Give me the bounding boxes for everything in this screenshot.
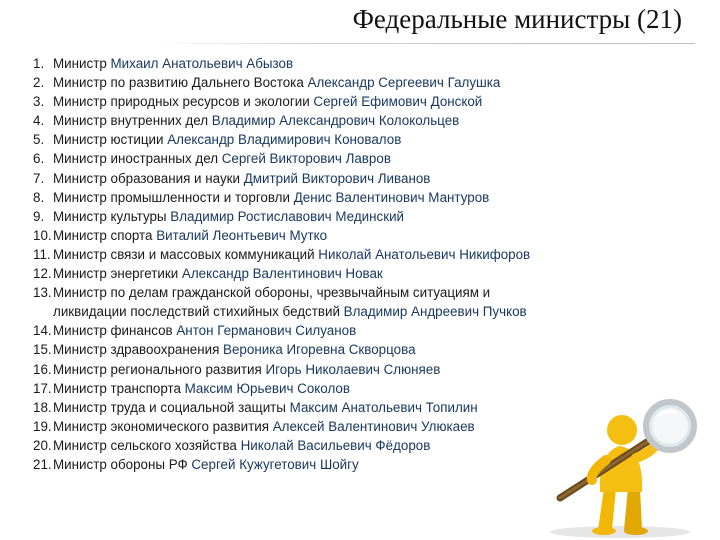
minister-number: 19. bbox=[33, 418, 52, 434]
minister-role: Министр иностранных дел bbox=[53, 151, 222, 167]
minister-name: Вероника Игоревна Скворцова bbox=[223, 342, 416, 358]
minister-item bbox=[33, 169, 693, 188]
minister-number: 1. bbox=[33, 56, 45, 71]
minister-entry bbox=[53, 436, 430, 455]
minister-role: Министр по делам гражданской обороны, чрезвычайным ситуациям и bbox=[53, 285, 491, 301]
minister-number: 17. bbox=[33, 380, 52, 396]
minister-item bbox=[33, 360, 693, 379]
minister-role: Министр здравоохранения bbox=[53, 342, 224, 358]
minister-name: Денис Валентинович Мантуров bbox=[293, 189, 490, 205]
minister-item bbox=[33, 54, 693, 73]
minister-name: Максим Анатольевич Топилин bbox=[289, 399, 478, 415]
minister-number: 12. bbox=[33, 266, 52, 282]
minister-item bbox=[33, 245, 693, 264]
minister-role: ликвидации последствий стихийных бедствий bbox=[53, 304, 344, 320]
minister-item bbox=[33, 321, 693, 340]
minister-number: 16. bbox=[33, 361, 52, 377]
minister-name: Сергей Ефимович Донской bbox=[313, 94, 483, 110]
magnifier-figure-icon bbox=[520, 380, 720, 540]
minister-name: Николай Анатольевич Никифоров bbox=[318, 246, 531, 262]
minister-item bbox=[33, 149, 693, 168]
minister-item bbox=[33, 111, 693, 130]
minister-item bbox=[33, 264, 693, 283]
minister-role: Министр bbox=[53, 56, 111, 71]
minister-number: 10. bbox=[33, 227, 52, 243]
minister-entry bbox=[53, 149, 391, 168]
minister-number: 15. bbox=[33, 342, 52, 358]
minister-entry bbox=[53, 360, 440, 379]
minister-entry bbox=[53, 417, 475, 436]
minister-name: Сергей Кужугетович Шойгу bbox=[191, 456, 359, 472]
minister-number: 2. bbox=[33, 75, 45, 91]
minister-entry bbox=[53, 54, 293, 73]
slide-title: Федеральные министры (21) bbox=[352, 4, 682, 34]
minister-entry bbox=[53, 226, 327, 245]
minister-entry bbox=[53, 264, 383, 283]
minister-item bbox=[33, 73, 693, 92]
minister-entry bbox=[53, 245, 530, 264]
minister-name: Александр Сергеевич Галушка bbox=[307, 75, 501, 91]
title-divider bbox=[150, 43, 695, 44]
minister-entry bbox=[53, 73, 500, 92]
minister-role: Министр юстиции bbox=[53, 132, 168, 148]
minister-item bbox=[33, 226, 693, 245]
minister-entry bbox=[53, 188, 489, 207]
minister-number: 11. bbox=[33, 246, 51, 262]
minister-name: Александр Владимирович Коновалов bbox=[167, 132, 402, 148]
minister-number: 7. bbox=[33, 170, 45, 186]
minister-role: Министр спорта bbox=[53, 227, 157, 243]
minister-item bbox=[33, 188, 693, 207]
minister-name: Максим Юрьевич Соколов bbox=[184, 380, 350, 396]
minister-role: Министр связи и массовых коммуникаций bbox=[53, 246, 319, 262]
minister-entry bbox=[53, 455, 359, 474]
minister-role: Министр транспорта bbox=[53, 380, 185, 396]
minister-number: 6. bbox=[33, 151, 45, 167]
minister-number: 8. bbox=[33, 189, 45, 205]
minister-entry bbox=[53, 379, 350, 398]
minister-entry bbox=[53, 340, 416, 359]
minister-name: Игорь Николаевич Слюняев bbox=[265, 361, 441, 377]
minister-item bbox=[33, 92, 693, 111]
minister-number: 13. bbox=[33, 285, 52, 301]
minister-role: Министр промышленности и торговли bbox=[53, 189, 294, 205]
minister-number: 18. bbox=[33, 399, 52, 415]
minister-entry bbox=[53, 92, 482, 111]
minister-item bbox=[33, 283, 693, 321]
minister-name: Александр Валентинович Новак bbox=[181, 266, 383, 282]
minister-name: Владимир Андреевич Пучков bbox=[343, 304, 527, 320]
minister-entry bbox=[53, 207, 404, 226]
minister-number: 4. bbox=[33, 113, 45, 129]
minister-number: 20. bbox=[33, 437, 52, 453]
minister-role: Министр по развитию Дальнего Востока bbox=[53, 75, 308, 91]
minister-item bbox=[33, 340, 693, 359]
minister-role: Министр природных ресурсов и экологии bbox=[53, 94, 314, 110]
minister-name: Дмитрий Викторович Ливанов bbox=[243, 170, 431, 186]
minister-name: Виталий Леонтьевич Мутко bbox=[156, 227, 328, 243]
minister-name: Владимир Ростиславович Мединский bbox=[170, 208, 405, 224]
minister-name: Михаил Анатольевич Абызов bbox=[110, 56, 294, 71]
minister-entry bbox=[53, 169, 430, 188]
minister-number: 3. bbox=[33, 94, 45, 110]
minister-role: Министр экономического развития bbox=[53, 418, 273, 434]
minister-role: Министр труда и социальной защиты bbox=[53, 399, 290, 415]
minister-number: 9. bbox=[33, 208, 45, 224]
minister-entry bbox=[53, 283, 527, 321]
minister-role: Министр сельского хозяйства bbox=[53, 437, 241, 453]
minister-role: Министр энергетики bbox=[53, 266, 182, 282]
minister-entry bbox=[53, 321, 356, 340]
minister-role: Министр регионального развития bbox=[53, 361, 266, 377]
minister-role: Министр образования и науки bbox=[53, 170, 244, 186]
minister-role: Министр обороны РФ bbox=[53, 456, 192, 472]
minister-number: 5. bbox=[33, 132, 45, 148]
minister-entry bbox=[53, 130, 401, 149]
minister-entry bbox=[53, 111, 459, 130]
minister-entry bbox=[53, 398, 478, 417]
minister-number: 14. bbox=[33, 323, 52, 339]
minister-role: Министр культуры bbox=[53, 208, 171, 224]
minister-item bbox=[33, 207, 693, 226]
minister-number: 21. bbox=[33, 456, 52, 472]
minister-name: Сергей Викторович Лавров bbox=[221, 151, 391, 167]
minister-role: Министр финансов bbox=[53, 323, 177, 339]
minister-role: Министр внутренних дел bbox=[53, 113, 212, 129]
minister-name: Николай Васильевич Фёдоров bbox=[240, 437, 431, 453]
minister-item bbox=[33, 130, 693, 149]
minister-role-continuation bbox=[53, 302, 527, 321]
minister-name: Алексей Валентинович Улюкаев bbox=[272, 418, 475, 434]
minister-name: Владимир Александрович Колокольцев bbox=[211, 113, 460, 129]
minister-name: Антон Германович Силуанов bbox=[176, 323, 357, 339]
